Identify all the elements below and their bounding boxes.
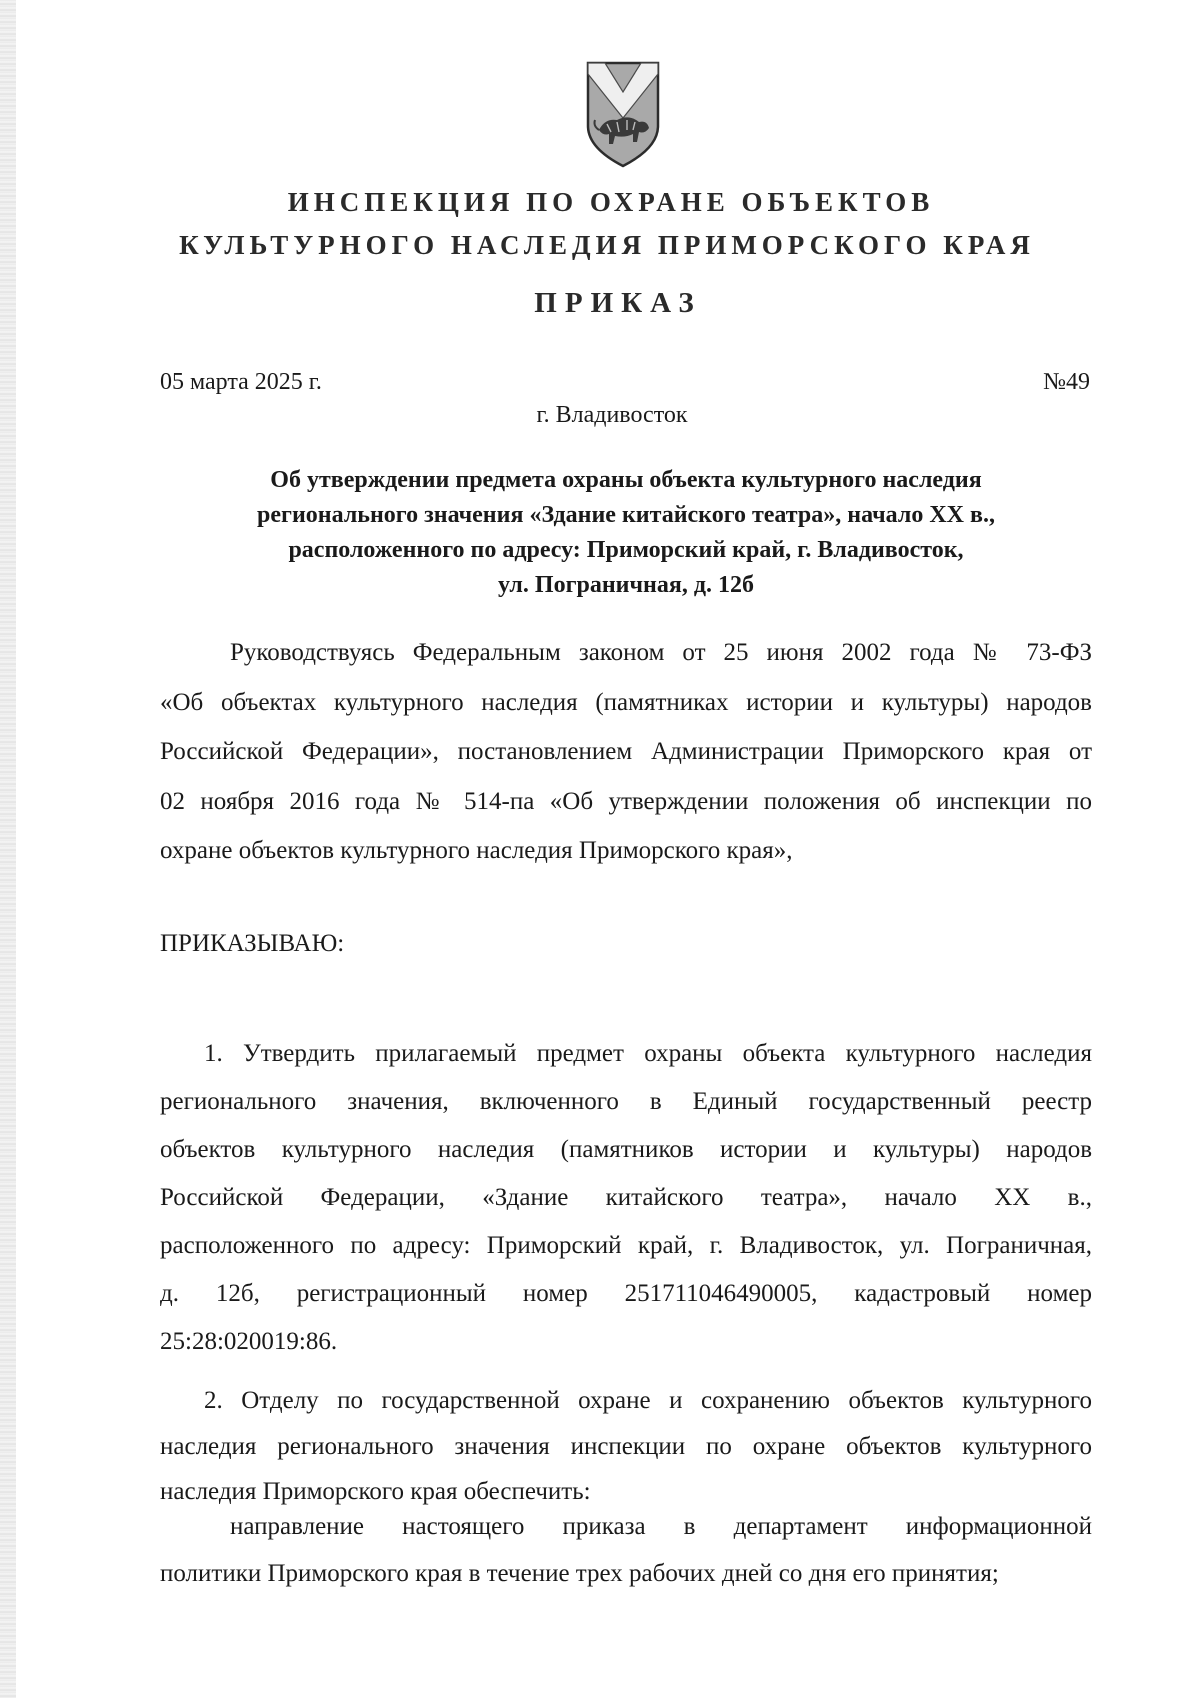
text-line: наследия Приморского края обеспечить: — [160, 1478, 591, 1505]
coat-of-arms-icon — [585, 60, 661, 170]
order-item-2-subitem — [160, 1503, 1092, 1597]
text-line: Руководствуясь Федеральным законом от 25 июня 2002 года № 73-ФЗ — [230, 639, 1092, 666]
order-keyword: ПРИКАЗЫВАЮ: — [160, 930, 345, 957]
title-line: ул. Пограничная, д. 12б — [498, 572, 754, 598]
title-line: Об утверждении предмета охраны объекта культурного наследия — [270, 467, 982, 493]
order-item-1 — [160, 1030, 1092, 1366]
title-line: расположенного по адресу: Приморский край, г. Владивосток, — [288, 537, 964, 563]
text-line: направление настоящего приказа в департамент информационной — [230, 1513, 1092, 1540]
text-line: д. 12б, регистрационный номер 251711046490005, кадастровый номер — [160, 1280, 1092, 1307]
org-name-line-2: КУЛЬТУРНОГО НАСЛЕДИЯ ПРИМОРСКОГО КРАЯ — [179, 230, 1035, 260]
legal-basis-paragraph — [160, 628, 1092, 876]
order-date: 05 марта 2025 г. — [160, 369, 322, 395]
text-line: 1. Утвердить прилагаемый предмет охраны объекта культурного наследия — [204, 1040, 1092, 1067]
text-line: расположенного по адресу: Приморский край, г. Владивосток, ул. Пограничная, — [160, 1232, 1092, 1259]
order-number: №49 — [1043, 369, 1090, 395]
order-item-2 — [160, 1378, 1092, 1515]
text-line: регионального значения, включенного в Единый государственный реестр — [160, 1088, 1092, 1115]
text-line: 25:28:020019:86. — [160, 1328, 338, 1355]
text-line: наследия регионального значения инспекции по охране объектов культурного — [160, 1432, 1092, 1460]
org-name-line-1: ИНСПЕКЦИЯ ПО ОХРАНЕ ОБЪЕКТОВ — [287, 187, 935, 217]
text-line: охране объектов культурного наследия Приморского края», — [160, 837, 793, 864]
order-title — [160, 463, 1092, 603]
text-line: 2. Отделу по государственной охране и сохранению объектов культурного — [204, 1387, 1092, 1414]
text-line: «Об объектах культурного наследия (памятниках истории и культуры) народов — [160, 688, 1092, 716]
text-line: 02 ноября 2016 года № 514-па «Об утверждении положения об инспекции по — [160, 787, 1092, 815]
title-line: регионального значения «Здание китайского театра», начало XX в., — [257, 502, 995, 528]
order-city: г. Владивосток — [536, 402, 688, 428]
document-type-heading: ПРИКАЗ — [534, 287, 702, 319]
text-line: Российской Федерации», постановлением Администрации Приморского края от — [160, 738, 1092, 765]
text-line: Российской Федерации, «Здание китайского театра», начало XX в., — [160, 1184, 1092, 1211]
text-line: политики Приморского края в течение трех рабочих дней со дня его принятия; — [160, 1560, 999, 1587]
text-line: объектов культурного наследия (памятников истории и культуры) народов — [160, 1136, 1092, 1163]
